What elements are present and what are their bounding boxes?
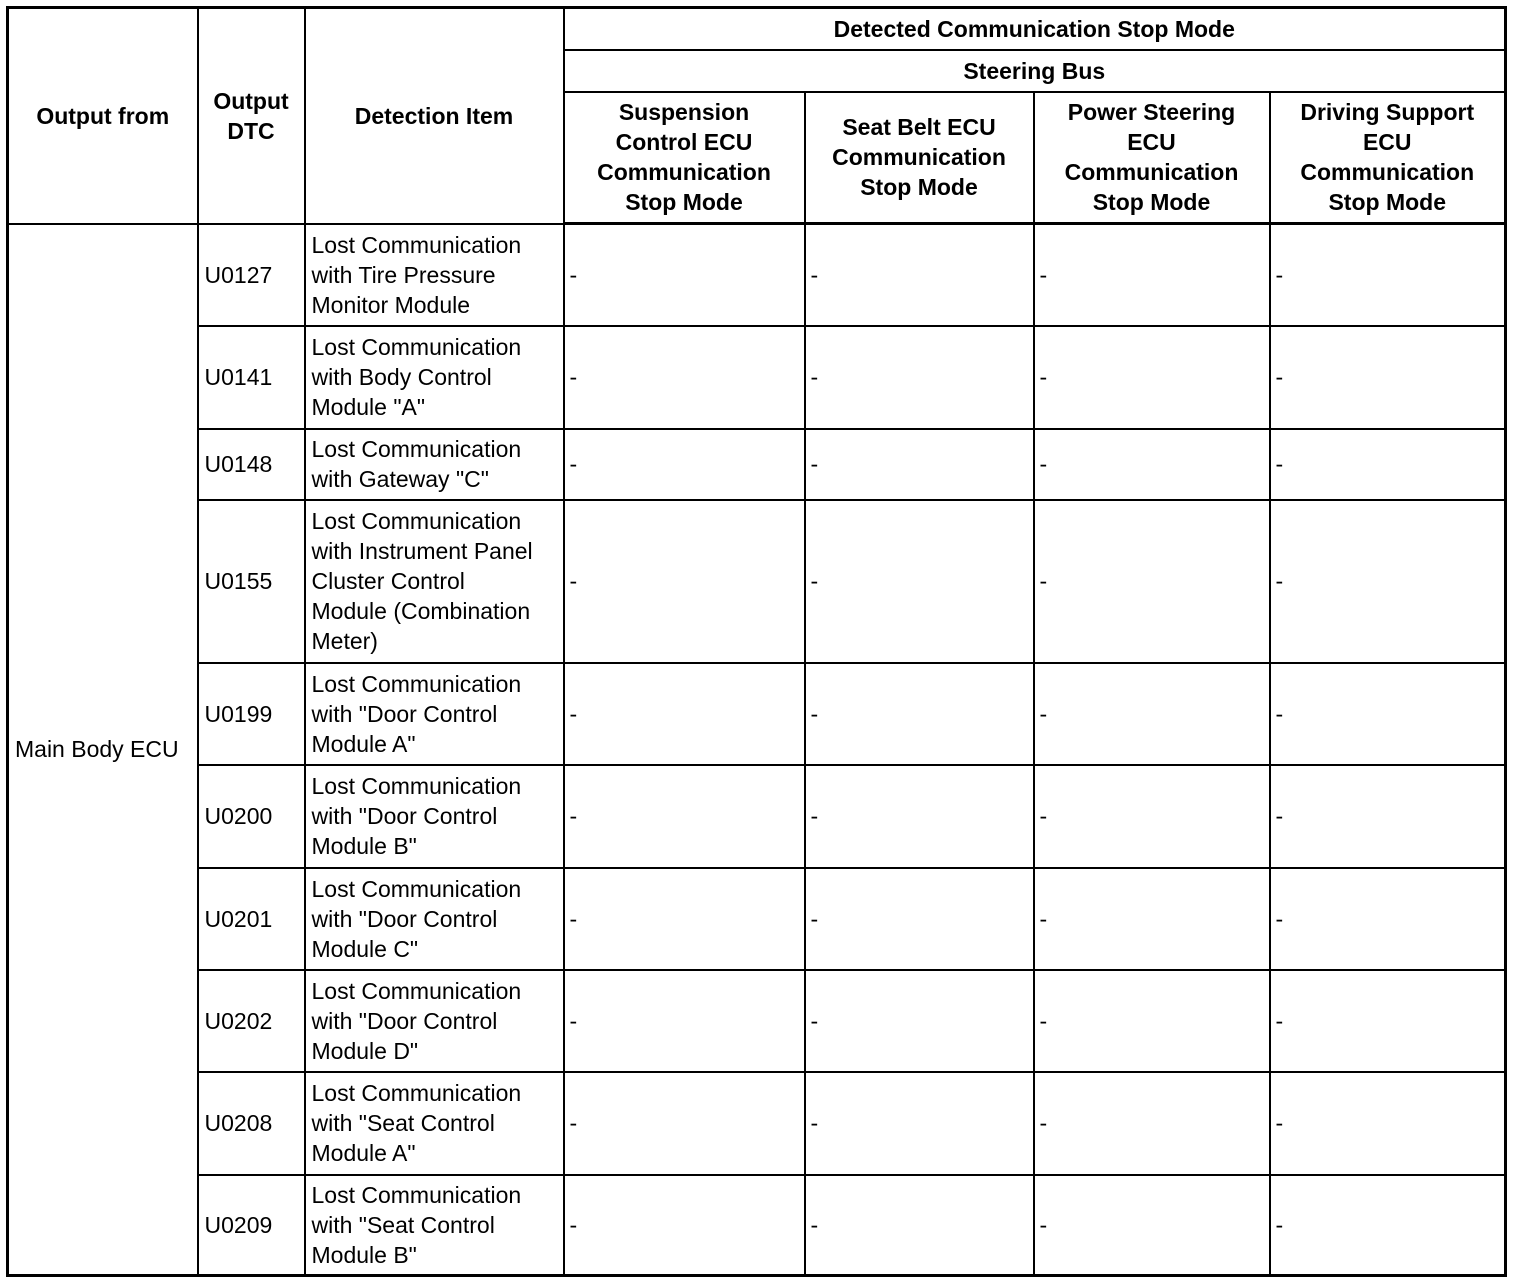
mode-seat-belt: - bbox=[805, 429, 1034, 500]
dtc-code: U0199 bbox=[198, 663, 305, 765]
dtc-code: U0200 bbox=[198, 765, 305, 868]
table-row bbox=[8, 1175, 1506, 1276]
mode-driving-support: - bbox=[1270, 1072, 1506, 1175]
table-row bbox=[8, 868, 1506, 970]
header-driving-support-ecu: Driving Support ECU Communication Stop Mode bbox=[1270, 92, 1506, 224]
mode-power-steering: - bbox=[1034, 765, 1270, 868]
mode-suspension: - bbox=[564, 663, 805, 765]
mode-seat-belt: - bbox=[805, 765, 1034, 868]
header-detected-stop-mode: Detected Communication Stop Mode bbox=[564, 8, 1506, 50]
mode-suspension: - bbox=[564, 1072, 805, 1175]
mode-suspension: - bbox=[564, 1175, 805, 1276]
detection-item: Lost Communication with Instrument Panel Cluster Control Module (Combination Meter) bbox=[305, 500, 564, 663]
dtc-code: U0155 bbox=[198, 500, 305, 663]
mode-suspension: - bbox=[564, 970, 805, 1072]
detection-item: Lost Communication with Tire Pressure Monitor Module bbox=[305, 224, 564, 326]
mode-power-steering: - bbox=[1034, 1175, 1270, 1276]
mode-suspension: - bbox=[564, 500, 805, 663]
dtc-table bbox=[6, 6, 1507, 1277]
dtc-code: U0209 bbox=[198, 1175, 305, 1276]
detection-item: Lost Communication with "Door Control Module B" bbox=[305, 765, 564, 868]
mode-power-steering: - bbox=[1034, 868, 1270, 970]
dtc-code: U0202 bbox=[198, 970, 305, 1072]
mode-suspension: - bbox=[564, 429, 805, 500]
detection-item: Lost Communication with "Door Control Module D" bbox=[305, 970, 564, 1072]
header-seat-belt-ecu: Seat Belt ECU Communication Stop Mode bbox=[805, 92, 1034, 224]
mode-power-steering: - bbox=[1034, 224, 1270, 326]
mode-driving-support: - bbox=[1270, 326, 1506, 429]
mode-driving-support: - bbox=[1270, 500, 1506, 663]
detection-item: Lost Communication with "Seat Control Module A" bbox=[305, 1072, 564, 1175]
header-suspension-control-ecu: Suspension Control ECU Communication Stop Mode bbox=[564, 92, 805, 224]
table-row bbox=[8, 326, 1506, 429]
mode-driving-support: - bbox=[1270, 1175, 1506, 1276]
table-row bbox=[8, 765, 1506, 868]
mode-power-steering: - bbox=[1034, 326, 1270, 429]
header-steering-bus: Steering Bus bbox=[564, 50, 1506, 92]
detection-item: Lost Communication with Gateway "C" bbox=[305, 429, 564, 500]
header-detection-item: Detection Item bbox=[305, 8, 564, 224]
mode-seat-belt: - bbox=[805, 1072, 1034, 1175]
detection-item: Lost Communication with "Seat Control Module B" bbox=[305, 1175, 564, 1276]
header-output-dtc: Output DTC bbox=[198, 8, 305, 224]
output-from-cell: Main Body ECU bbox=[8, 224, 198, 1276]
mode-suspension: - bbox=[564, 224, 805, 326]
mode-seat-belt: - bbox=[805, 663, 1034, 765]
mode-seat-belt: - bbox=[805, 224, 1034, 326]
mode-driving-support: - bbox=[1270, 224, 1506, 326]
mode-driving-support: - bbox=[1270, 429, 1506, 500]
mode-driving-support: - bbox=[1270, 970, 1506, 1072]
table-row bbox=[8, 224, 1506, 326]
mode-seat-belt: - bbox=[805, 326, 1034, 429]
table-row bbox=[8, 1072, 1506, 1175]
dtc-code: U0127 bbox=[198, 224, 305, 326]
mode-seat-belt: - bbox=[805, 970, 1034, 1072]
mode-power-steering: - bbox=[1034, 663, 1270, 765]
mode-suspension: - bbox=[564, 765, 805, 868]
mode-seat-belt: - bbox=[805, 500, 1034, 663]
mode-driving-support: - bbox=[1270, 765, 1506, 868]
dtc-code: U0208 bbox=[198, 1072, 305, 1175]
table-row bbox=[8, 663, 1506, 765]
header-power-steering-ecu: Power Steering ECU Communication Stop Mode bbox=[1034, 92, 1270, 224]
mode-power-steering: - bbox=[1034, 429, 1270, 500]
table-row bbox=[8, 970, 1506, 1072]
mode-power-steering: - bbox=[1034, 1072, 1270, 1175]
detection-item: Lost Communication with Body Control Module "A" bbox=[305, 326, 564, 429]
header-output-from: Output from bbox=[8, 8, 198, 224]
mode-suspension: - bbox=[564, 326, 805, 429]
detection-item: Lost Communication with "Door Control Module A" bbox=[305, 663, 564, 765]
mode-driving-support: - bbox=[1270, 868, 1506, 970]
dtc-code: U0148 bbox=[198, 429, 305, 500]
mode-power-steering: - bbox=[1034, 500, 1270, 663]
mode-seat-belt: - bbox=[805, 868, 1034, 970]
table-row bbox=[8, 429, 1506, 500]
dtc-code: U0141 bbox=[198, 326, 305, 429]
mode-driving-support: - bbox=[1270, 663, 1506, 765]
dtc-code: U0201 bbox=[198, 868, 305, 970]
detection-item: Lost Communication with "Door Control Module C" bbox=[305, 868, 564, 970]
mode-seat-belt: - bbox=[805, 1175, 1034, 1276]
table-row bbox=[8, 500, 1506, 663]
mode-suspension: - bbox=[564, 868, 805, 970]
mode-power-steering: - bbox=[1034, 970, 1270, 1072]
